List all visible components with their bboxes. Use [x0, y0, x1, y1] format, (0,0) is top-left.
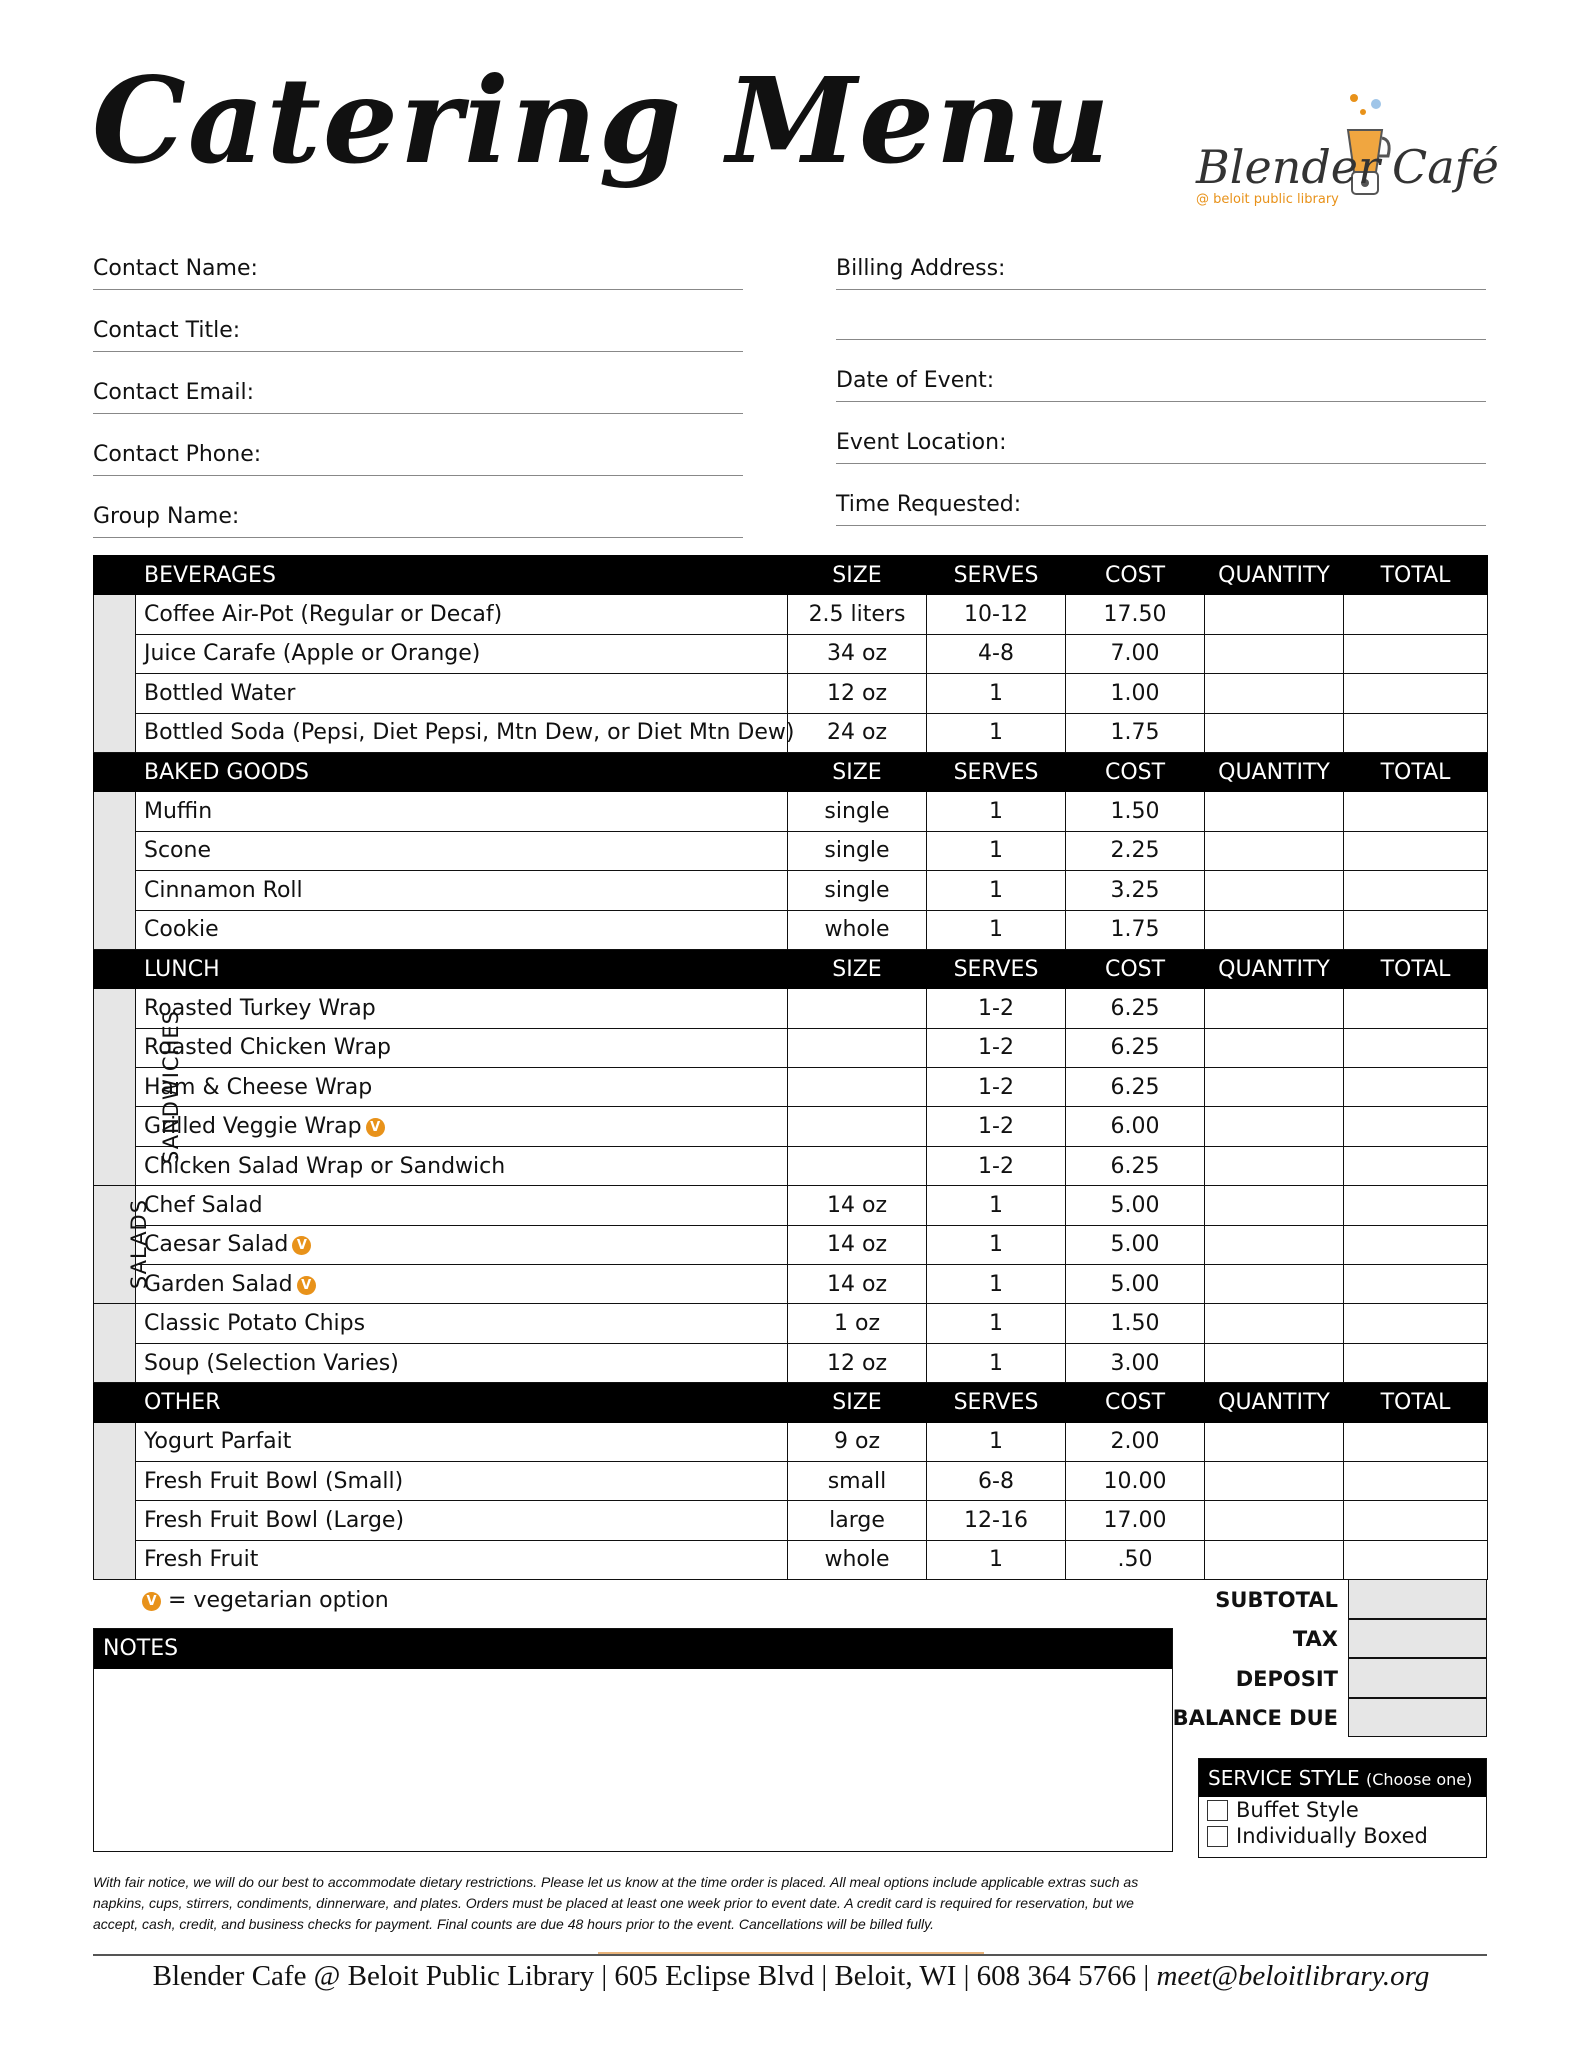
item-name-cell [136, 1422, 788, 1461]
menu-item-row [94, 634, 1488, 673]
item-cost: 7.00 [1066, 634, 1205, 673]
column-header-total: TOTAL [1344, 949, 1488, 988]
item-size [788, 1107, 927, 1146]
notes-title: NOTES [94, 1629, 1172, 1669]
vegetarian-icon: V [142, 1592, 161, 1611]
item-name-cell [136, 1028, 788, 1067]
section-side-band [94, 792, 136, 950]
subtotal-label: SUBTOTAL [1215, 1587, 1338, 1612]
item-name: Scone [144, 838, 211, 864]
contact-phone-field[interactable] [93, 440, 743, 476]
subtotal-box[interactable] [1348, 1579, 1487, 1619]
item-name-cell [136, 595, 788, 634]
item-total-input[interactable] [1344, 1146, 1488, 1185]
item-serves: 1 [927, 1186, 1066, 1225]
column-header-quantity: QUANTITY [1205, 1383, 1344, 1422]
item-serves: 1 [927, 1540, 1066, 1579]
item-name: Soup (Selection Varies) [144, 1350, 399, 1376]
balance-due-box[interactable] [1348, 1698, 1487, 1738]
menu-item-row [94, 713, 1488, 752]
item-name: Fresh Fruit Bowl (Small) [144, 1468, 404, 1494]
item-size: single [788, 792, 927, 831]
service-style-box [1198, 1758, 1487, 1858]
section-header-beverages [94, 556, 1488, 595]
menu-item-row [94, 1225, 1488, 1264]
item-total-input[interactable] [1344, 595, 1488, 634]
service-style-title: SERVICE STYLE [1208, 1766, 1360, 1790]
menu-item-row [94, 1146, 1488, 1185]
tax-box[interactable] [1348, 1619, 1487, 1659]
item-serves: 12-16 [927, 1501, 1066, 1540]
contact-phone-label: Contact Phone: [93, 442, 262, 467]
item-name-cell [136, 1068, 788, 1107]
item-cost: 3.00 [1066, 1343, 1205, 1382]
item-name: Cookie [144, 917, 219, 943]
item-name-cell [136, 674, 788, 713]
item-serves: 1-2 [927, 1146, 1066, 1185]
item-cost: 5.00 [1066, 1186, 1205, 1225]
menu-item-row [94, 1501, 1488, 1540]
legend-text: = vegetarian option [168, 1588, 389, 1613]
footer-email[interactable]: meet@beloitlibrary.org [1156, 1960, 1430, 1992]
item-quantity-input[interactable] [1205, 1343, 1344, 1382]
item-total-input[interactable] [1344, 674, 1488, 713]
item-total-input[interactable] [1344, 1501, 1488, 1540]
item-serves: 1 [927, 1265, 1066, 1304]
column-header-cost: COST [1066, 752, 1205, 791]
item-cost: .50 [1066, 1540, 1205, 1579]
item-name: Bottled Soda (Pepsi, Diet Pepsi, Mtn Dew, or Diet Mtn Dew) [144, 720, 795, 746]
logo-name-right: Café [1392, 140, 1499, 194]
item-quantity-input[interactable] [1205, 1068, 1344, 1107]
item-total-input[interactable] [1344, 1461, 1488, 1500]
column-header-total: TOTAL [1344, 752, 1488, 791]
item-size: whole [788, 910, 927, 949]
menu-item-row [94, 1422, 1488, 1461]
section-header-lunch [94, 949, 1488, 988]
item-quantity-input[interactable] [1205, 1028, 1344, 1067]
footer [0, 1960, 1582, 1993]
item-name: Cinnamon Roll [144, 877, 303, 903]
item-total-input[interactable] [1344, 910, 1488, 949]
item-total-input[interactable] [1344, 1225, 1488, 1264]
item-quantity-input[interactable] [1205, 792, 1344, 831]
service-style-header [1199, 1759, 1486, 1797]
item-size: single [788, 831, 927, 870]
item-size [788, 1028, 927, 1067]
tax-label: TAX [1292, 1627, 1338, 1652]
item-serves: 1 [927, 1304, 1066, 1343]
item-name-cell [136, 1304, 788, 1343]
item-serves: 6-8 [927, 1461, 1066, 1500]
menu-item-row [94, 674, 1488, 713]
item-name-cell [136, 1225, 788, 1264]
billing-address-label: Billing Address: [836, 256, 1006, 281]
header-spacer [94, 949, 136, 988]
vegetarian-icon: V [366, 1118, 385, 1137]
totals-block [1160, 1580, 1487, 1738]
buffet-style-checkbox[interactable] [1207, 1800, 1228, 1821]
item-size: 2.5 liters [788, 595, 927, 634]
section-side-band [94, 1422, 136, 1580]
side-label: SANDWICHES [158, 1009, 183, 1164]
item-total-input[interactable] [1344, 792, 1488, 831]
column-header-cost: COST [1066, 949, 1205, 988]
item-quantity-input[interactable] [1205, 1225, 1344, 1264]
item-total-input[interactable] [1344, 1028, 1488, 1067]
item-cost: 1.00 [1066, 674, 1205, 713]
service-style-hint: (Choose one) [1365, 1770, 1473, 1789]
item-serves: 1-2 [927, 989, 1066, 1028]
contact-title-field[interactable] [93, 316, 743, 352]
vegetarian-icon: V [292, 1236, 311, 1255]
header-spacer [94, 1383, 136, 1422]
item-serves: 1 [927, 871, 1066, 910]
billing-address-line2[interactable] [836, 304, 1486, 340]
date-of-event-field[interactable] [836, 366, 1486, 402]
notes-box[interactable] [93, 1628, 1173, 1852]
item-size: 9 oz [788, 1422, 927, 1461]
item-serves: 1 [927, 910, 1066, 949]
deposit-label: DEPOSIT [1235, 1666, 1338, 1691]
column-header-serves: SERVES [927, 949, 1066, 988]
item-name: Bottled Water [144, 680, 296, 706]
item-name: Garden Salad [144, 1271, 293, 1297]
item-name-cell [136, 1461, 788, 1500]
item-cost: 2.00 [1066, 1422, 1205, 1461]
column-header-total: TOTAL [1344, 1383, 1488, 1422]
item-cost: 1.75 [1066, 910, 1205, 949]
item-total-input[interactable] [1344, 1186, 1488, 1225]
item-quantity-input[interactable] [1205, 1107, 1344, 1146]
contact-title-label: Contact Title: [93, 318, 241, 343]
section-side-band [94, 595, 136, 753]
item-total-input[interactable] [1344, 1304, 1488, 1343]
blender-cafe-logo [1190, 90, 1499, 210]
billing-address-field[interactable] [836, 254, 1486, 290]
item-size: 14 oz [788, 1225, 927, 1264]
group-name-field[interactable] [93, 502, 743, 538]
item-total-input[interactable] [1344, 1265, 1488, 1304]
item-quantity-input[interactable] [1205, 831, 1344, 870]
event-location-field[interactable] [836, 428, 1486, 464]
item-quantity-input[interactable] [1205, 634, 1344, 673]
item-cost: 3.25 [1066, 871, 1205, 910]
item-size: single [788, 871, 927, 910]
item-cost: 6.25 [1066, 1028, 1205, 1067]
menu-table [93, 555, 1488, 1580]
item-cost: 17.00 [1066, 1501, 1205, 1540]
item-size: 34 oz [788, 634, 927, 673]
item-name-cell [136, 713, 795, 752]
item-name: Caesar Salad [144, 1232, 289, 1258]
date-of-event-label: Date of Event: [836, 368, 995, 393]
menu-item-row [94, 1343, 1488, 1382]
item-name: Juice Carafe (Apple or Orange) [144, 641, 481, 667]
menu-item-row [94, 792, 1488, 831]
menu-item-row [94, 831, 1488, 870]
item-name-cell [136, 792, 788, 831]
item-serves: 1-2 [927, 1107, 1066, 1146]
item-name: Classic Potato Chips [144, 1311, 366, 1337]
item-total-input[interactable] [1344, 871, 1488, 910]
deposit-box[interactable] [1348, 1658, 1487, 1698]
item-name: Fresh Fruit [144, 1547, 259, 1573]
section-title: BAKED GOODS [136, 752, 788, 791]
item-name: Roasted Chicken Wrap [144, 1035, 392, 1061]
column-header-cost: COST [1066, 556, 1205, 595]
item-serves: 1 [927, 1343, 1066, 1382]
section-title: BEVERAGES [136, 556, 788, 595]
individually-boxed-option[interactable] [1199, 1823, 1486, 1849]
item-total-input[interactable] [1344, 989, 1488, 1028]
item-total-input[interactable] [1344, 634, 1488, 673]
contact-name-field[interactable] [93, 254, 743, 290]
item-size: 1 oz [788, 1304, 927, 1343]
item-name-cell [136, 1146, 788, 1185]
vegetarian-icon: V [297, 1276, 316, 1295]
item-name-cell [136, 871, 788, 910]
menu-item-row [94, 871, 1488, 910]
item-size [788, 989, 927, 1028]
menu-item-row [94, 1028, 1488, 1067]
item-cost: 1.50 [1066, 1304, 1205, 1343]
menu-item-row [94, 1186, 1488, 1225]
item-serves: 1-2 [927, 1068, 1066, 1107]
item-serves: 1 [927, 1225, 1066, 1264]
item-name-cell [136, 1186, 788, 1225]
time-requested-field[interactable] [836, 490, 1486, 526]
item-quantity-input[interactable] [1205, 1265, 1344, 1304]
time-requested-label: Time Requested: [836, 492, 1022, 517]
column-header-size: SIZE [788, 949, 927, 988]
item-size: 14 oz [788, 1265, 927, 1304]
item-cost: 1.50 [1066, 792, 1205, 831]
item-cost: 10.00 [1066, 1461, 1205, 1500]
item-quantity-input[interactable] [1205, 989, 1344, 1028]
group-name-label: Group Name: [93, 504, 240, 529]
item-name: Chicken Salad Wrap or Sandwich [144, 1153, 506, 1179]
item-quantity-input[interactable] [1205, 1501, 1344, 1540]
item-total-input[interactable] [1344, 1107, 1488, 1146]
footer-text: Blender Cafe @ Beloit Public Library | 605 Eclipse Blvd | Beloit, WI | 608 364 5766 | [152, 1960, 1157, 1992]
item-quantity-input[interactable] [1205, 1304, 1344, 1343]
item-name: Roasted Turkey Wrap [144, 995, 376, 1021]
item-cost: 6.00 [1066, 1107, 1205, 1146]
fine-print: With fair notice, we will do our best to accommodate dietary restrictions. Please let us know at the time order is placed. All meal options include applicable extras such as napkins, cups, stirrers, condiments, dinnerware, and plates. Orders must be placed at least one week prior to event date. A credit card is required for reservation, but we accept, cash, credit, and business checks for payment. Final counts are due 48 hours prior to the event. Cancellations will be billed fully. [93, 1874, 1139, 1932]
column-header-quantity: QUANTITY [1205, 752, 1344, 791]
item-size: 14 oz [788, 1186, 927, 1225]
section-title: LUNCH [136, 949, 788, 988]
column-header-cost: COST [1066, 1383, 1205, 1422]
item-cost: 5.00 [1066, 1265, 1205, 1304]
item-quantity-input[interactable] [1205, 713, 1344, 752]
menu-item-row [94, 989, 1488, 1028]
contact-email-field[interactable] [93, 378, 743, 414]
item-size: 12 oz [788, 1343, 927, 1382]
item-serves: 1 [927, 792, 1066, 831]
menu-item-row [94, 1265, 1488, 1304]
item-quantity-input[interactable] [1205, 1540, 1344, 1579]
item-cost: 2.25 [1066, 831, 1205, 870]
column-header-size: SIZE [788, 556, 927, 595]
menu-item-row [94, 595, 1488, 634]
item-name-cell [136, 1540, 788, 1579]
item-quantity-input[interactable] [1205, 1146, 1344, 1185]
menu-item-row [94, 1068, 1488, 1107]
section-side-band [94, 1186, 152, 1304]
individually-boxed-label: Individually Boxed [1236, 1824, 1428, 1848]
item-total-input[interactable] [1344, 831, 1488, 870]
item-quantity-input[interactable] [1205, 1461, 1344, 1500]
menu-item-row [94, 1540, 1488, 1579]
menu-item-row [94, 1461, 1488, 1500]
section-header-other [94, 1383, 1488, 1422]
buffet-style-option[interactable] [1199, 1797, 1486, 1823]
item-name: Grilled Veggie Wrap [144, 1114, 362, 1140]
column-header-serves: SERVES [927, 556, 1066, 595]
contact-name-label: Contact Name: [93, 256, 258, 281]
item-cost: 6.25 [1066, 989, 1205, 1028]
item-quantity-input[interactable] [1205, 1422, 1344, 1461]
logo-name-left: Blender [1196, 140, 1381, 194]
item-serves: 1-2 [927, 1028, 1066, 1067]
item-name: Muffin [144, 799, 213, 825]
header-spacer [94, 556, 136, 595]
item-total-input[interactable] [1344, 1343, 1488, 1382]
item-serves: 1 [927, 831, 1066, 870]
page-title: Catering Menu [92, 51, 1112, 190]
item-quantity-input[interactable] [1205, 674, 1344, 713]
item-total-input[interactable] [1344, 1540, 1488, 1579]
side-label: SALADS [127, 1199, 152, 1290]
item-cost: 5.00 [1066, 1225, 1205, 1264]
item-serves: 10-12 [927, 595, 1066, 634]
item-serves: 1 [927, 674, 1066, 713]
item-quantity-input[interactable] [1205, 871, 1344, 910]
item-name: Chef Salad [144, 1192, 263, 1218]
menu-item-row [94, 1107, 1488, 1146]
item-size: whole [788, 1540, 927, 1579]
item-name: Yogurt Parfait [144, 1429, 292, 1455]
item-quantity-input[interactable] [1205, 1186, 1344, 1225]
item-size [788, 1068, 927, 1107]
column-header-quantity: QUANTITY [1205, 556, 1344, 595]
logo-subtitle: @ beloit public library [1196, 192, 1339, 207]
item-name-cell [136, 1265, 788, 1304]
buffet-style-label: Buffet Style [1236, 1798, 1359, 1822]
column-header-total: TOTAL [1344, 556, 1488, 595]
item-size: 24 oz [788, 713, 927, 752]
vegetarian-legend [138, 1588, 389, 1613]
column-header-size: SIZE [788, 1383, 927, 1422]
item-serves: 1 [927, 713, 1066, 752]
column-header-quantity: QUANTITY [1205, 949, 1344, 988]
item-name: Ham & Cheese Wrap [144, 1074, 373, 1100]
item-quantity-input[interactable] [1205, 910, 1344, 949]
item-name: Fresh Fruit Bowl (Large) [144, 1508, 405, 1534]
contact-email-label: Contact Email: [93, 380, 255, 405]
item-name-cell [136, 634, 788, 673]
item-cost: 1.75 [1066, 713, 1205, 752]
item-name-cell [136, 910, 788, 949]
item-name-cell [136, 1107, 788, 1146]
item-total-input[interactable] [1344, 713, 1488, 752]
item-size: large [788, 1501, 927, 1540]
column-header-serves: SERVES [927, 752, 1066, 791]
section-header-baked [94, 752, 1488, 791]
section-title: OTHER [136, 1383, 788, 1422]
item-cost: 6.25 [1066, 1146, 1205, 1185]
item-name-cell [136, 989, 788, 1028]
item-size: small [788, 1461, 927, 1500]
menu-item-row [94, 910, 1488, 949]
item-serves: 1 [927, 1422, 1066, 1461]
item-size [788, 1146, 927, 1185]
item-cost: 6.25 [1066, 1068, 1205, 1107]
item-quantity-input[interactable] [1205, 595, 1344, 634]
item-total-input[interactable] [1344, 1068, 1488, 1107]
individually-boxed-checkbox[interactable] [1207, 1826, 1228, 1847]
item-total-input[interactable] [1344, 1422, 1488, 1461]
item-name: Coffee Air-Pot (Regular or Decaf) [144, 602, 503, 628]
footer-rule [93, 1954, 1487, 1956]
item-size: 12 oz [788, 674, 927, 713]
menu-item-row [94, 1304, 1488, 1343]
header-spacer [94, 752, 136, 791]
item-cost: 17.50 [1066, 595, 1205, 634]
event-location-label: Event Location: [836, 430, 1007, 455]
item-name-cell [136, 1343, 788, 1382]
column-header-size: SIZE [788, 752, 927, 791]
item-serves: 4-8 [927, 634, 1066, 673]
section-side-band [94, 1304, 136, 1383]
section-side-band [94, 989, 183, 1186]
item-name-cell [136, 1501, 788, 1540]
balance-due-label: BALANCE DUE [1172, 1706, 1338, 1731]
column-header-serves: SERVES [927, 1383, 1066, 1422]
item-name-cell [136, 831, 788, 870]
